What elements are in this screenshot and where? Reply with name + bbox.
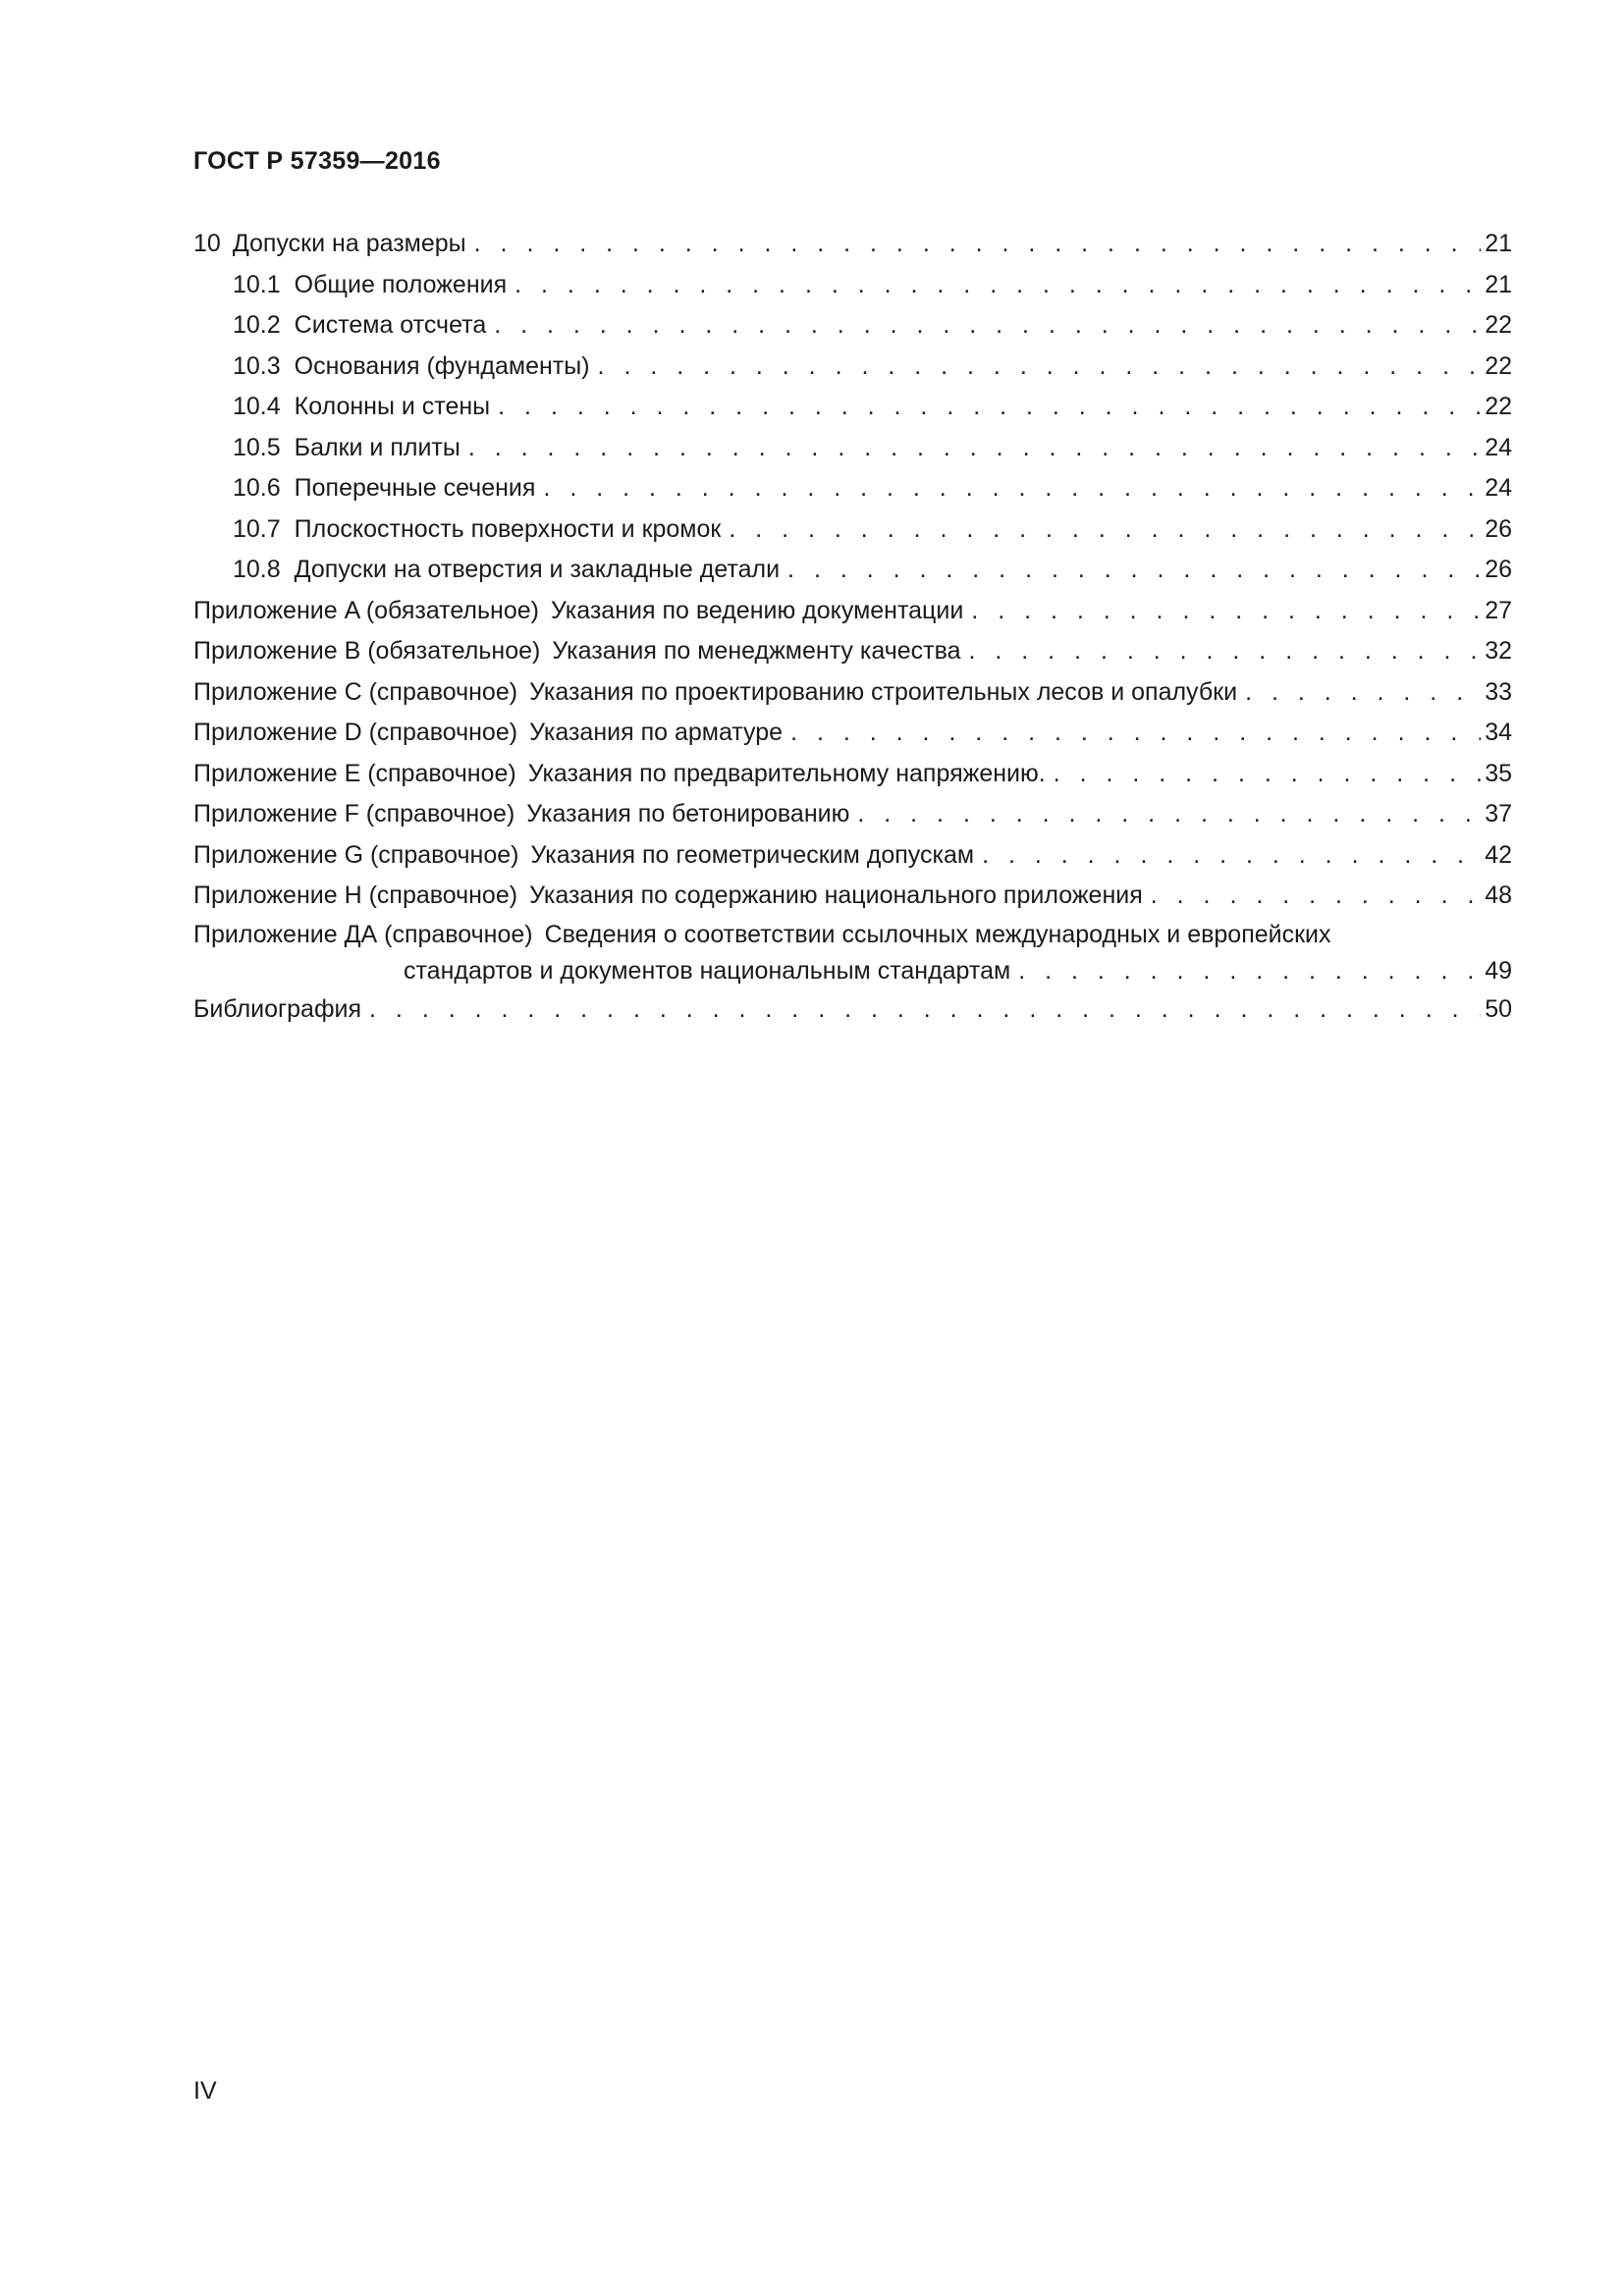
- toc-entry-annex-c[interactable]: [193, 672, 1512, 714]
- toc-entry-annex-da[interactable]: [193, 917, 1512, 989]
- dot-leader: [969, 631, 1482, 672]
- toc-entry-bibliography[interactable]: [193, 989, 1512, 1031]
- toc-entry-number: 10.7: [233, 514, 281, 543]
- toc-entry-title: Сведения о соответствии ссылочных международных и европейских: [544, 920, 1331, 948]
- toc-entry-title: Общие положения: [294, 270, 508, 298]
- toc-entry-title: Балки и плиты: [294, 433, 460, 461]
- toc-entry-title: Указания по ведению документации: [550, 596, 964, 624]
- toc-entry-page: 49: [1485, 956, 1512, 985]
- toc-entry-page: 33: [1485, 677, 1512, 706]
- dot-leader: [498, 387, 1481, 428]
- dot-leader: [787, 550, 1481, 591]
- toc-entry-10-3[interactable]: [193, 347, 1512, 388]
- toc-entry-title: Колонны и стены: [294, 393, 491, 420]
- toc-entry-title-continued: стандартов и документов национальным стандартам: [404, 956, 1011, 985]
- toc-entry-page: 50: [1485, 994, 1512, 1023]
- toc-entry-title: Поперечные сечения: [294, 474, 536, 502]
- dot-leader: [790, 713, 1481, 754]
- toc-entry-annex-e[interactable]: [193, 754, 1512, 795]
- dot-leader: [857, 794, 1481, 835]
- toc-entry-10-7[interactable]: [193, 509, 1512, 551]
- toc-entry-title: Библиография: [193, 994, 362, 1023]
- toc-entry-10-8[interactable]: [193, 550, 1512, 591]
- toc-entry-10-5[interactable]: [193, 428, 1512, 469]
- dot-leader: [1054, 754, 1481, 795]
- toc-entry-number: 10.1: [233, 270, 281, 298]
- toc-entry-title: Плоскостность поверхности и кромок: [294, 514, 722, 543]
- dot-leader: [971, 591, 1481, 632]
- annex-label: Приложение ДА (справочное): [193, 920, 533, 948]
- annex-label: Приложение B (обязательное): [193, 637, 541, 665]
- toc-entry-title: Допуски на размеры: [232, 230, 466, 257]
- toc-entry-annex-d[interactable]: [193, 713, 1512, 754]
- toc-entry-10-6[interactable]: [193, 468, 1512, 509]
- dot-leader: [474, 224, 1482, 265]
- toc-entry-page: 34: [1485, 719, 1512, 746]
- toc-entry-title: Указания по геометрическим допускам: [530, 840, 975, 869]
- toc-entry-page: 48: [1485, 881, 1512, 909]
- toc-entry-10-1[interactable]: [193, 265, 1512, 306]
- toc-entry-page: 35: [1485, 759, 1512, 787]
- toc-entry-page: 22: [1485, 311, 1512, 339]
- toc-entry-page: 24: [1485, 433, 1512, 461]
- annex-label: Приложение D (справочное): [193, 719, 518, 746]
- toc-entry-number: 10.3: [233, 351, 281, 380]
- dot-leader: [514, 265, 1481, 306]
- toc-entry-page: 24: [1485, 474, 1512, 502]
- toc-entry-page: 21: [1485, 230, 1512, 257]
- dot-leader: [543, 468, 1481, 509]
- toc-entry-annex-da-line2: [193, 952, 1512, 989]
- toc-entry-annex-f[interactable]: [193, 794, 1512, 835]
- toc-entry-number: 10.8: [233, 556, 281, 583]
- toc-entry-title: Указания по проектированию строительных лесов и опалубки: [529, 677, 1238, 706]
- toc-entry-10-4[interactable]: [193, 387, 1512, 428]
- toc-entry-page: 22: [1485, 393, 1512, 420]
- toc-entry-page: 37: [1485, 800, 1512, 828]
- annex-label: Приложение G (справочное): [193, 840, 519, 869]
- toc-entry-annex-a[interactable]: [193, 591, 1512, 632]
- toc-entry-number: 10: [193, 230, 221, 257]
- annex-label: Приложение A (обязательное): [193, 596, 539, 624]
- dot-leader: [468, 428, 1481, 469]
- toc-entry-10-2[interactable]: [193, 305, 1512, 347]
- annex-label: Приложение F (справочное): [193, 800, 515, 828]
- annex-label: Приложение E (справочное): [193, 759, 516, 787]
- dot-leader: [729, 509, 1481, 551]
- toc-entry-annex-h[interactable]: [193, 876, 1512, 917]
- toc-entry-annex-da-line1: [193, 917, 1512, 952]
- toc-entry-number: 10.5: [233, 433, 281, 461]
- dot-leader: [982, 835, 1481, 877]
- dot-leader: [369, 989, 1481, 1031]
- toc-entry-title: Указания по бетонированию: [526, 800, 850, 828]
- toc-entry-page: 26: [1485, 556, 1512, 583]
- dot-leader: [1245, 672, 1481, 714]
- page-number: IV: [193, 2077, 217, 2105]
- dot-leader: [494, 305, 1481, 347]
- annex-label: Приложение H (справочное): [193, 881, 518, 909]
- toc-entry-title: Указания по менеджменту качества: [552, 637, 961, 665]
- document-header: ГОСТ Р 57359—2016: [193, 147, 441, 175]
- toc-entry-annex-g[interactable]: [193, 835, 1512, 877]
- toc-entry-number: 10.4: [233, 393, 281, 420]
- toc-entry-section-10[interactable]: [193, 224, 1512, 265]
- toc-entry-title: Система отсчета: [294, 311, 487, 339]
- toc-entry-title: Основания (фундаменты): [294, 351, 590, 380]
- toc-entry-page: 21: [1485, 270, 1512, 298]
- dot-leader: [1018, 952, 1481, 989]
- toc-entry-page: 26: [1485, 514, 1512, 543]
- toc-entry-number: 10.2: [233, 311, 281, 339]
- dot-leader: [1151, 876, 1481, 917]
- annex-label: Приложение C (справочное): [193, 677, 518, 706]
- table-of-contents: [193, 224, 1512, 1030]
- dot-leader: [598, 347, 1482, 388]
- toc-entry-title: Указания по содержанию национального приложения: [529, 881, 1143, 909]
- toc-entry-page: 32: [1485, 637, 1512, 665]
- toc-entry-title: Указания по предварительному напряжению.: [527, 759, 1046, 787]
- toc-entry-title: Указания по арматуре: [529, 719, 784, 746]
- toc-entry-number: 10.6: [233, 474, 281, 502]
- toc-entry-annex-b[interactable]: [193, 631, 1512, 672]
- toc-entry-page: 42: [1485, 840, 1512, 869]
- toc-entry-page: 27: [1485, 596, 1512, 624]
- toc-entry-title: Допуски на отверстия и закладные детали: [294, 556, 781, 583]
- toc-entry-page: 22: [1485, 351, 1512, 380]
